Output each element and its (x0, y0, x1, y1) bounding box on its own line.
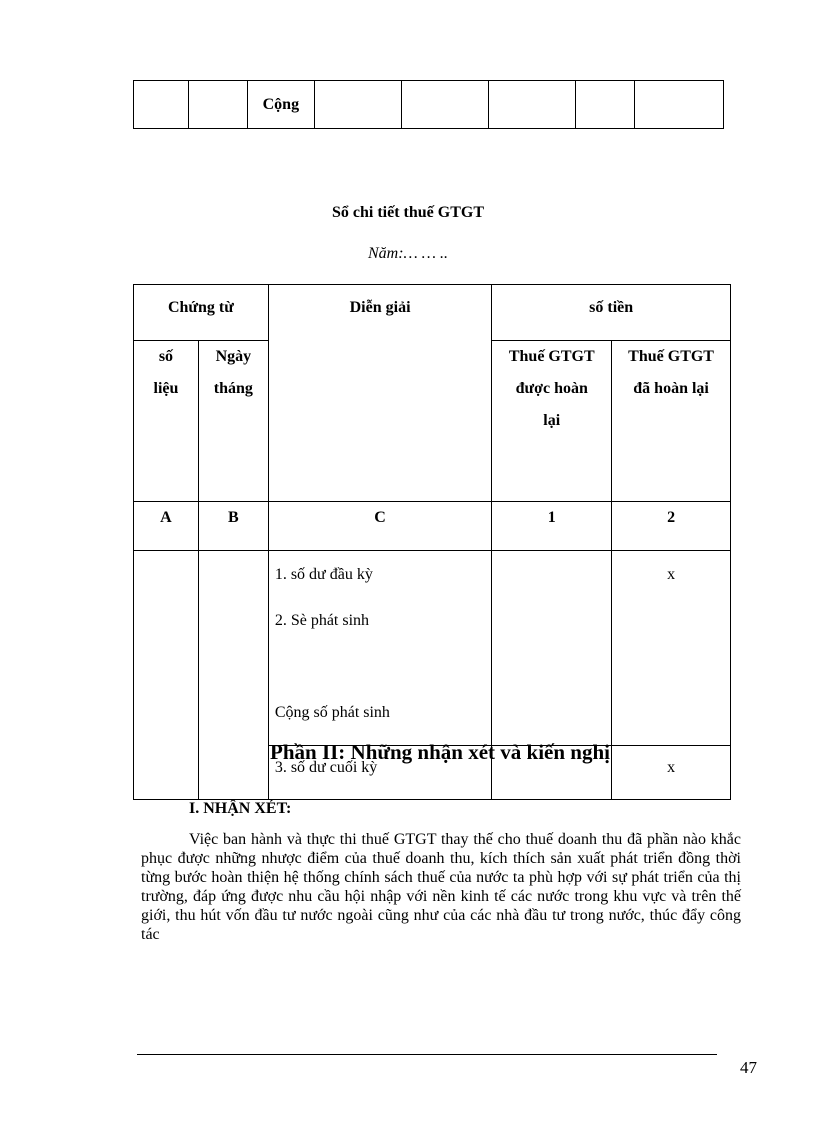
header-line: liệu (153, 380, 179, 397)
table-cell (492, 551, 612, 746)
column-code: 1 (492, 502, 612, 551)
arising-label: 2. Sè phát sinh (274, 612, 370, 629)
header-line: đã hoàn lại (633, 380, 709, 397)
table-cell (402, 81, 489, 129)
table-cell (134, 81, 189, 129)
table-cell (315, 81, 402, 129)
table-cell (488, 81, 575, 129)
table-row (134, 551, 731, 746)
section-title: Phần II: Những nhận xét và kiến nghị (270, 740, 610, 764)
header-line: Thuế GTGT (628, 348, 714, 365)
header-line: được hoàn (515, 380, 588, 397)
column-code: A (134, 502, 199, 551)
ledger-year: Năm:… … .. (367, 245, 448, 262)
summary-table-fragment (133, 80, 724, 129)
header-line: Ngày (215, 348, 252, 365)
voucher-header: Chứng từ (134, 285, 269, 341)
ledger-title: Sổ chi tiết thuế GTGT (331, 204, 484, 221)
column-code: B (198, 502, 268, 551)
closing-balance-label: 3. số dư cuối kỳ (268, 746, 492, 800)
description-header: Diễn giải (268, 285, 492, 502)
vat-refundable-header (492, 341, 612, 502)
table-cell (189, 81, 247, 129)
sub-heading: I. NHẬN XÉT: (189, 800, 292, 817)
table-cell (575, 81, 634, 129)
body-text-cell (268, 551, 492, 746)
table-cell (635, 81, 724, 129)
header-line: Thuế GTGT (508, 348, 595, 365)
column-code-row (134, 502, 731, 551)
vat-refunded-header (612, 341, 731, 502)
vat-ledger-table (133, 284, 731, 800)
opening-mark: x (612, 551, 731, 746)
column-code: 2 (612, 502, 731, 551)
header-line: lại (543, 412, 561, 429)
column-code: C (268, 502, 492, 551)
header-line: tháng (213, 380, 253, 397)
body-paragraph: Việc ban hành và thực thi thuế GTGT thay thế cho thuế doanh thu đã phần nào khắc phục được những nhược điểm của thuế doanh thu, kích thích sản xuất phát triển đồng thời từng bước hoàn thiện hệ thống chính sách thuế của nước ta phù hợp với sự phát triển của thị trường, đáp ứng được nhu cầu hội nhập với nền kinh tế các nước trong khu vực và trên thế giới, thu hút vốn đầu tư nước ngoài cũng như của các nhà đầu tư trong nước, thúc đẩy công tác (141, 831, 741, 943)
arising-total-label: Cộng số phát sinh (274, 704, 390, 721)
page-number: 47 (740, 1058, 757, 1077)
total-label: Cộng (247, 81, 315, 129)
footer-divider (137, 1054, 717, 1055)
opening-balance-label: 1. số dư đầu kỳ (274, 566, 373, 583)
amount-header: số tiền (492, 285, 731, 341)
closing-mark: x (612, 746, 731, 800)
table-header-row (134, 285, 731, 341)
header-line: số (158, 348, 174, 365)
table-row (134, 81, 724, 129)
date-header (198, 341, 268, 502)
doc-no-header (134, 341, 199, 502)
